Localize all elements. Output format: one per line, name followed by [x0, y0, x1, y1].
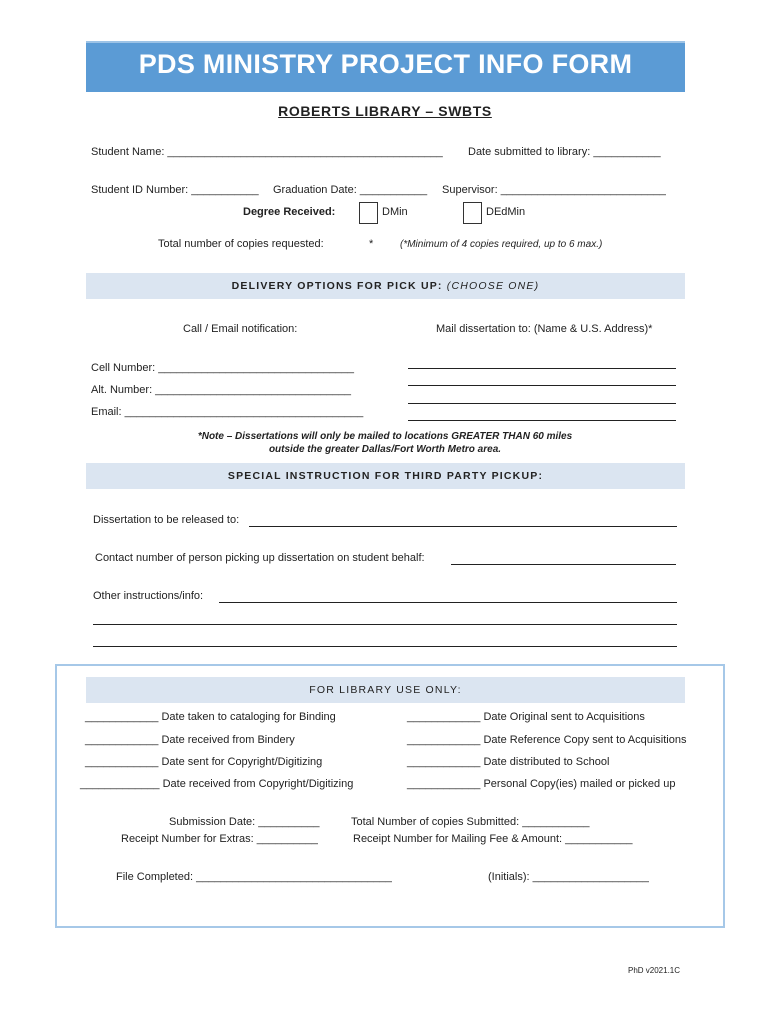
student-id-field[interactable]: Student ID Number: ___________ — [91, 184, 259, 196]
delivery-heading-band — [86, 273, 685, 299]
mail-address-line-3[interactable] — [408, 403, 676, 404]
receipt-mailing-fee-field[interactable]: Receipt Number for Mailing Fee & Amount: ___________ — [353, 833, 633, 845]
delivery-choose-one: (CHOOSE ONE) — [446, 280, 540, 292]
library-item-cataloging[interactable]: ____________ Date taken to cataloging for Binding — [85, 711, 336, 723]
title-banner — [86, 41, 685, 92]
contact-number-label: Contact number of person picking up dissertation on student behalf: — [95, 552, 425, 564]
mail-address-line-4[interactable] — [408, 420, 676, 421]
mail-address-line-2[interactable] — [408, 385, 676, 386]
receipt-extras-field[interactable]: Receipt Number for Extras: __________ — [121, 833, 318, 845]
release-to-label: Dissertation to be released to: — [93, 514, 240, 526]
submission-date-field[interactable]: Submission Date: __________ — [169, 816, 320, 828]
library-use-box — [55, 664, 725, 928]
supervisor-field[interactable]: Supervisor: ___________________________ — [442, 184, 666, 196]
dmin-checkbox[interactable] — [359, 202, 378, 224]
dedmin-label: DEdMin — [486, 206, 526, 218]
delivery-note-line-2: outside the greater Dallas/Fort Worth Metro area. — [268, 444, 502, 455]
graduation-date-field[interactable]: Graduation Date: ___________ — [273, 184, 428, 196]
other-instructions-line-3[interactable] — [93, 646, 677, 647]
library-heading: FOR LIBRARY USE ONLY: — [309, 684, 462, 696]
library-item-original-acquisitions[interactable]: ____________ Date Original sent to Acquisitions — [407, 711, 645, 723]
other-instructions-line-1[interactable] — [219, 602, 677, 603]
library-item-copyright-sent[interactable]: ____________ Date sent for Copyright/Digitizing — [85, 756, 323, 768]
library-item-personal-copies[interactable]: ____________ Personal Copy(ies) mailed or picked up — [407, 778, 676, 790]
form-subtitle: ROBERTS LIBRARY – SWBTS — [278, 103, 492, 119]
third-party-heading: SPECIAL INSTRUCTION FOR THIRD PARTY PICKUP: — [227, 470, 544, 482]
mail-address-line-1[interactable] — [408, 368, 676, 369]
page-title: PDS MINISTRY PROJECT INFO FORM — [138, 49, 633, 79]
dedmin-checkbox[interactable] — [463, 202, 482, 224]
dmin-label: DMin — [382, 206, 408, 218]
third-party-heading-band — [86, 463, 685, 489]
file-completed-field[interactable]: File Completed: ________________________________ — [116, 871, 392, 883]
delivery-note-line-1: *Note – Dissertations will only be mailed to locations GREATER THAN 60 miles — [197, 431, 573, 442]
date-submitted-field[interactable]: Date submitted to library: ___________ — [468, 146, 661, 158]
copies-note: (*Minimum of 4 copies required, up to 6 max.) — [400, 239, 603, 250]
library-heading-band — [86, 677, 685, 703]
student-name-field[interactable]: Student Name: _____________________________________________ — [91, 146, 443, 158]
copies-requested-field[interactable]: * — [369, 238, 374, 250]
total-copies-submitted-field[interactable]: Total Number of copies Submitted: ___________ — [351, 816, 590, 828]
delivery-heading — [86, 280, 685, 292]
other-instructions-line-2[interactable] — [93, 624, 677, 625]
library-item-copyright-received[interactable]: _____________ Date received from Copyright/Digitizing — [80, 778, 354, 790]
library-item-distributed-school[interactable]: ____________ Date distributed to School — [407, 756, 610, 768]
degree-received-label: Degree Received: — [243, 206, 336, 218]
version-footer: PhD v2021.1C — [628, 966, 681, 975]
cell-number-field[interactable]: Cell Number: ________________________________ — [91, 362, 355, 374]
email-field[interactable]: Email: _______________________________________ — [91, 406, 364, 418]
library-item-bindery[interactable]: ____________ Date received from Bindery — [85, 734, 295, 746]
mail-dissertation-label: Mail dissertation to: (Name & U.S. Address)* — [436, 323, 653, 335]
release-to-field[interactable] — [249, 526, 677, 527]
library-item-reference-acquisitions[interactable]: ____________ Date Reference Copy sent to Acquisitions — [407, 734, 687, 746]
initials-field[interactable]: (Initials): ___________________ — [488, 871, 649, 883]
other-instructions-label: Other instructions/info: — [93, 590, 204, 602]
delivery-heading-text: DELIVERY OPTIONS FOR PICK UP: — [231, 280, 443, 292]
contact-number-field[interactable] — [451, 564, 676, 565]
call-email-label: Call / Email notification: — [183, 323, 298, 335]
alt-number-field[interactable]: Alt. Number: ________________________________ — [91, 384, 351, 396]
copies-requested-label: Total number of copies requested: — [158, 238, 324, 250]
